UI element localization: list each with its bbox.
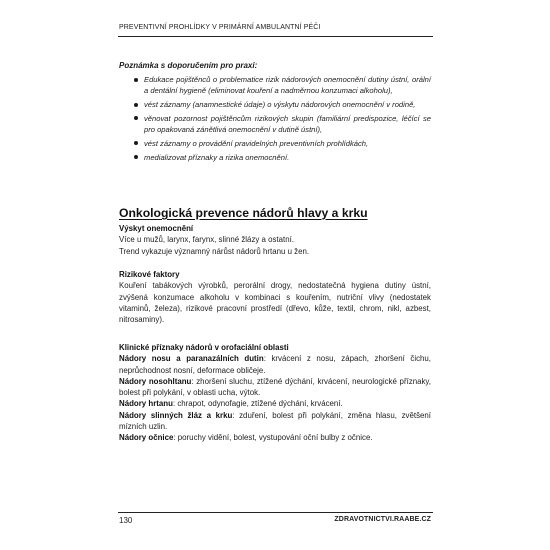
running-header: PREVENTIVNÍ PROHLÍDKY V PRIMÁRNÍ AMBULANTNÍ PÉČI [119,24,321,31]
symptom-text: : zduření, bolest při polykání, změna hlasu, zvětšení mízních uzlin. [119,410,431,432]
symptom-entry [119,432,431,443]
bullet-icon [134,78,138,82]
footer-site-name: ZDRAVOTNICTVI.RAABE.CZ [334,516,431,523]
list-item-text: vést záznamy (anamnestické údaje) o výskytu nádorových onemocnění v rodině, [144,100,416,109]
list-item-text: medializovat příznaky a rizika onemocnění. [144,152,290,162]
risk-heading: Rizikové faktory [119,270,180,279]
symptom-entry [119,353,431,376]
symptom-term: Nádory očnice [119,433,174,443]
bullet-icon [134,103,138,107]
symptom-term: Nádory hrtanu [119,399,173,409]
practice-note [119,60,431,165]
symptom-entry [119,410,431,433]
practice-note-heading: Poznámka s doporučením pro praxi: [119,61,258,70]
bullet-icon [134,141,138,145]
footer-divider [118,512,433,513]
occurrence-section [119,223,431,257]
list-item [119,138,431,149]
header-divider [118,36,433,37]
symptoms-section [119,342,431,444]
page-number: 130 [119,516,133,525]
symptoms-heading: Klinické příznaky nádorů v orofaciální oblasti [119,343,289,352]
symptom-term: Nádory nosu a paranazálních dutin [119,354,264,364]
symptom-entry [119,398,431,409]
list-item [119,113,431,135]
list-item-text: vést záznamy o provádění pravidelných preventivních prohlídkách, [144,138,369,148]
symptom-entry [119,376,431,399]
section-title: Onkologická prevence nádorů hlavy a krku [119,206,368,220]
symptom-term: Nádory nosohltanu [119,376,192,386]
occurrence-line: Více u mužů, larynx, farynx, slinné žlázy a ostatní. [119,235,294,245]
list-item-text: Edukace pojištěnců o problematice rizik nádorových onemocnění dutiny ústní, orální a dentální hygieně (eliminovat kouření a nadměrnou konzumaci alkoholu), [144,75,431,96]
symptom-term: Nádory slinných žláz a krku [119,410,233,420]
symptom-text: : poruchy vidění, bolest, vystupování oční bulby z očnice. [173,433,373,443]
symptom-text: : chrapot, odynofagie, ztížené dýchání, krvácení. [172,399,343,409]
list-item [119,99,431,110]
risk-section [119,269,431,325]
occurrence-line: Trend vykazuje významný nárůst nádorů hrtanu u žen. [119,246,310,256]
list-item [119,74,431,96]
symptom-text: : krvácení z nosu, zápach, zhoršení čichu, neprůchodnost nosní, deformace obličeje. [119,354,431,375]
bullet-icon [134,155,138,159]
risk-text: Kouření tabákových výrobků, perorální drogy, nedostatečná hygiena dutiny ústní, zvýšená konzumace alkoholu v kombinaci s kouřením, nutriční vlivy (nedostatek vitaminů, železa), rizikové pracovní prostředí (dřevo, kůže, textil, chrom, nikl, azbest, nitrosaminy). [119,281,431,325]
symptom-text: : zhoršení sluchu, ztížené dýchání, krvácení, neurologické příznaky, bolest při polykání, v oblasti ucha, výtok. [119,376,431,398]
bullet-icon [134,116,138,120]
practice-note-list [119,74,431,163]
list-item-text: věnovat pozornost pojištěncům rizikových skupin (familiární predispozice, léčící se pro opakovaná zánětlivá onemocnění v dutině ústní), [144,113,431,134]
occurrence-heading: Výskyt onemocnění [119,224,194,233]
list-item [119,152,431,163]
